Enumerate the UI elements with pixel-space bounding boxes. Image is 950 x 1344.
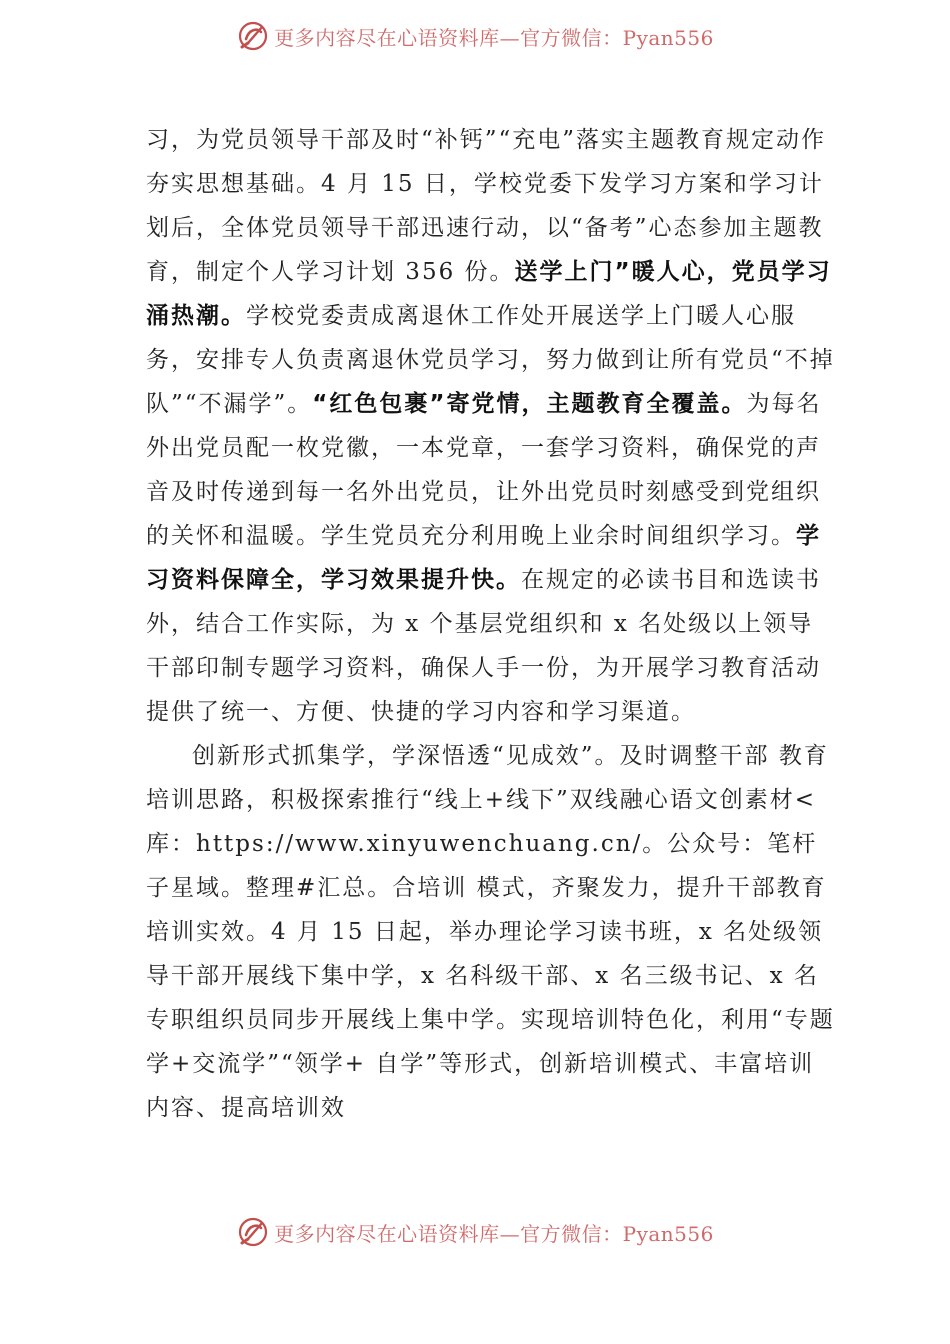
paragraph-1 <box>146 118 836 734</box>
watermark-logo-icon <box>236 19 270 53</box>
paragraph-1-text-1: 习，为党员领导干部及时“补钙”“充电”落实主题教育规定动作夯实思想基础。4 月 15 日，学校党委下发学习方案和学习计划后，全体党员领导干部迅速行动，以“备考”心态参加主题教育，制定个人学习计划 356 份。 <box>146 127 827 285</box>
paragraph-1-text-4: 在规定的必读书目和选读书外，结合工作实际，为 x 个基层党组织和 x 名处级以上领导干部印制专题学习资料，确保人手一份，为开展学习教育活动提供了统一、方便、快捷的学习内容和学习渠道。 <box>146 567 821 725</box>
watermark-text: 更多内容尽在心语资料库—官方微信：Pyan556 <box>274 1221 714 1246</box>
document-body <box>146 118 836 1130</box>
watermark-banner-bottom <box>0 1212 950 1252</box>
paragraph-2: 创新形式抓集学，学深悟透“见成效”。及时调整干部 教育培训思路，积极探索推行“线上+线下”双线融心语文创素材<库：https://www.xinyuwenchuang.cn/。公众号：笔杆子星域。整理#汇总。合培训 模式，齐聚发力，提升干部教育培训实效。4 月 15 日起，举办理论学习读书班，x 名处级领导干部开展线下集中学，x 名科级干部、x 名三级书记、x 名专职组织员同步开展线上集中学。实现培训特色化，利用“专题学+交流学”“领学+ 自学”等形式，创新培训模式、丰富培训内容、提高培训效 <box>146 743 835 1121</box>
subheading-2: “红色包裹”寄党情，主题教育全覆盖。 <box>312 391 747 417</box>
paragraph-1-text-3: 为每名外出党员配一枚党徽，一本党章，一套学习资料，确保党的声音及时传递到每一名外出党员，让外出党员时刻感受到党组织的关怀和温暖。学生党员充分利用晚上业余时间组织学习。 <box>146 391 822 549</box>
watermark-text: 更多内容尽在心语资料库—官方微信：Pyan556 <box>274 25 714 50</box>
subheading-1: 送学上门”暖人心，党员学习涌热潮。 <box>146 259 832 329</box>
watermark-banner-top <box>0 16 950 56</box>
subheading-3: 学习资料保障全，学习效果提升快。 <box>146 523 821 593</box>
watermark-logo-icon <box>236 1215 270 1249</box>
paragraph-1-text-2: 学校党委责成离退休工作处开展送学上门暖人心服务，安排专人负责离退休党员学习，努力做到让所有党员“不掉队”“不漏学”。 <box>146 303 835 417</box>
